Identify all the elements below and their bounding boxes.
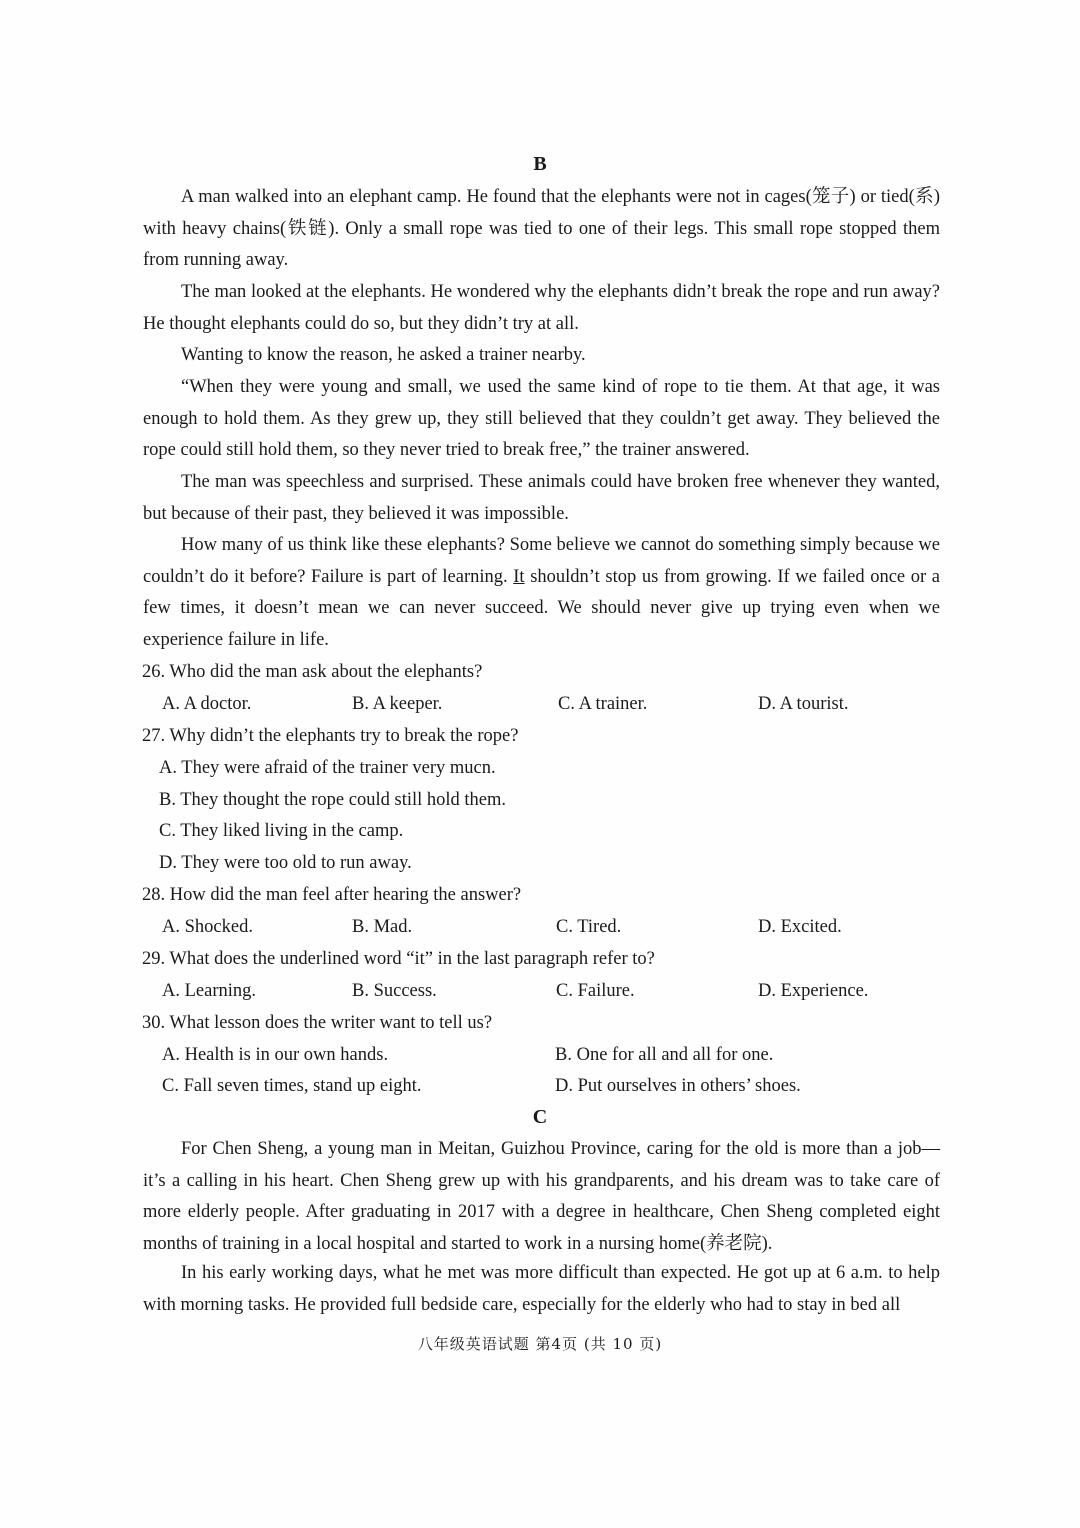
question-30-option-b: B. One for all and all for one. [555,1045,774,1065]
question-26-option-c: C. A trainer. [558,694,648,714]
question-27-option-c: C. They liked living in the camp. [159,821,404,841]
question-26-option-a: A. A doctor. [162,694,252,714]
question-29-option-c: C. Failure. [556,981,635,1001]
question-28-option-b: B. Mad. [352,917,413,937]
section-b-heading: B [533,153,547,175]
question-26-option-d: D. A tourist. [758,694,849,714]
paragraph-text-before: How many of us think like these elephants? Some believe we cannot do something simply because we couldn’t do it before? Failure is part of learning. [143,535,940,587]
question-26-stem: 26. Who did the man ask about the elephants? [142,662,483,682]
question-30-option-a: A. Health is in our own hands. [162,1045,389,1065]
section-b-paragraph-6 [143,530,940,657]
section-b-paragraph-1: A man walked into an elephant camp. He found that the elephants were not in cages(笼子) or tied(系) with heavy chains(铁链). Only a small rope was tied to one of their legs. This small rope stopped them from running away. [143,187,940,271]
underlined-word: It [513,566,525,587]
question-28-option-d: D. Excited. [758,917,842,937]
question-27-option-a: A. They were afraid of the trainer very mucn. [159,758,496,778]
question-30-option-d: D. Put ourselves in others’ shoes. [555,1076,801,1096]
question-26-option-b: B. A keeper. [352,694,443,714]
section-c-heading: C [532,1106,548,1128]
question-27-option-d: D. They were too old to run away. [159,853,412,873]
section-c-paragraph-1: For Chen Sheng, a young man in Meitan, Guizhou Province, caring for the old is more than a job—it’s a calling in his heart. Chen Sheng grew up with his grandparents, and his dream was to take care of more elderly people. After graduating in 2017 with a degree in healthcare, Chen Sheng completed eight months of training in a local hospital and started to work in a nursing home(养老院). [143,1139,940,1255]
page-footer: 八年级英语试题 第4页 (共 10 页) [417,1335,663,1353]
question-28-stem: 28. How did the man feel after hearing the answer? [142,885,522,905]
question-27-option-b: B. They thought the rope could still hold them. [159,790,507,810]
question-27-stem: 27. Why didn’t the elephants try to break the rope? [142,726,519,746]
section-b-paragraph-3: Wanting to know the reason, he asked a trainer nearby. [181,345,586,365]
question-29-stem: 29. What does the underlined word “it” in the last paragraph refer to? [142,949,655,969]
question-29-option-d: D. Experience. [758,981,869,1001]
question-29-option-a: A. Learning. [162,981,257,1001]
section-c-paragraph-2: In his early working days, what he met was more difficult than expected. He got up at 6 a.m. to help with morning tasks. He provided full bedside care, especially for the elderly who had to stay in bed all [143,1263,940,1315]
section-b-paragraph-4: “When they were young and small, we used the same kind of rope to tie them. At that age, it was enough to hold them. As they grew up, they still believed that they couldn’t get away. They believed the rope could still hold them, so they never tried to break free,” the trainer answered. [143,377,940,461]
section-b-paragraph-5: The man was speechless and surprised. These animals could have broken free whenever they wanted, but because of their past, they believed it was impossible. [143,472,940,524]
question-28-option-c: C. Tired. [556,917,622,937]
paragraph-text-after: shouldn’t stop us from growing. If we failed once or a few times, it doesn’t mean we can never succeed. We should never give up trying even when we experience failure in life. [143,566,940,651]
question-30-stem: 30. What lesson does the writer want to tell us? [142,1013,493,1033]
question-29-option-b: B. Success. [352,981,437,1001]
question-30-option-c: C. Fall seven times, stand up eight. [162,1076,422,1096]
section-b-paragraph-2: The man looked at the elephants. He wondered why the elephants didn’t break the rope and run away? He thought elephants could do so, but they didn’t try at all. [143,282,940,334]
question-28-option-a: A. Shocked. [162,917,253,937]
